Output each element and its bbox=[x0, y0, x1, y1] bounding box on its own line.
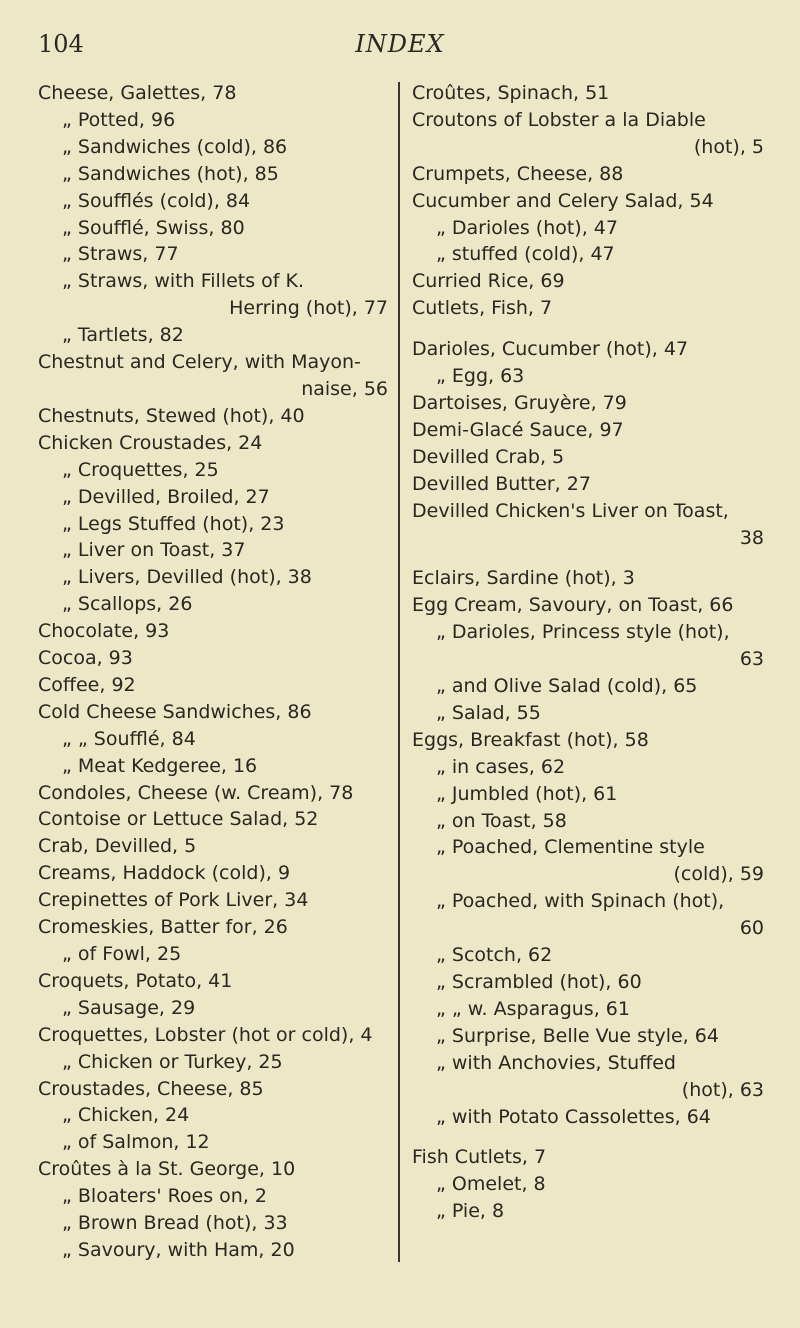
index-subentry: „ Legs Stuffed (hot), 23 bbox=[62, 512, 285, 535]
index-entry-continuation: 60 bbox=[739, 917, 764, 940]
index-subentry: „ Devilled, Broiled, 27 bbox=[62, 485, 270, 508]
index-subentry: „ Darioles, Princess style (hot), bbox=[436, 621, 730, 644]
index-subentry: „ Soufflés (cold), 84 bbox=[62, 189, 251, 212]
index-subentry: „ with Potato Cassolettes, 64 bbox=[436, 1105, 711, 1128]
index-subentry: „ Poached, Clementine style bbox=[436, 836, 705, 859]
index-subentry: „ Surprise, Belle Vue style, 64 bbox=[436, 1024, 719, 1047]
running-title: INDEX bbox=[355, 30, 445, 58]
index-subentry: „ Straws, with Fillets of K. bbox=[62, 270, 305, 293]
index-subentry: „ Livers, Devilled (hot), 38 bbox=[62, 566, 312, 589]
index-entry: Croûtes, Spinach, 51 bbox=[412, 82, 610, 104]
index-subentry: „ Darioles (hot), 47 bbox=[436, 216, 618, 239]
index-entry: Dartoises, Gruyère, 79 bbox=[412, 391, 627, 414]
index-subentry: „ in cases, 62 bbox=[436, 755, 566, 778]
index-subentry: „ Sandwiches (cold), 86 bbox=[62, 135, 288, 158]
index-entry: Cucumber and Celery Salad, 54 bbox=[412, 189, 714, 212]
index-subentry: „ Scallops, 26 bbox=[62, 593, 193, 616]
index-entry-continuation: Herring (hot), 77 bbox=[229, 297, 388, 320]
index-entry-continuation: 38 bbox=[739, 526, 764, 549]
index-column-left bbox=[38, 80, 388, 1264]
index-subentry: „ Soufflé, Swiss, 80 bbox=[62, 216, 245, 239]
index-subentry: „ Sandwiches (hot), 85 bbox=[62, 162, 279, 185]
index-subentry: „ stuffed (cold), 47 bbox=[436, 243, 615, 266]
section-gap bbox=[412, 322, 764, 336]
index-subentry: „ Liver on Toast, 37 bbox=[62, 539, 246, 562]
index-subentry: „ Tartlets, 82 bbox=[62, 324, 184, 347]
index-entry-continuation: (cold), 59 bbox=[673, 863, 764, 886]
index-entry: Croquets, Potato, 41 bbox=[38, 969, 233, 992]
index-subentry: „ Meat Kedgeree, 16 bbox=[62, 754, 258, 777]
index-entry: Cold Cheese Sandwiches, 86 bbox=[38, 700, 312, 723]
index-entry: Devilled Chicken's Liver on Toast, bbox=[412, 499, 729, 522]
index-entry: Chestnut and Celery, with Mayon- bbox=[38, 351, 361, 374]
index-entry: Chicken Croustades, 24 bbox=[38, 431, 263, 454]
index-subentry: „ Scrambled (hot), 60 bbox=[436, 971, 642, 993]
column-divider bbox=[398, 82, 400, 1262]
page-header bbox=[0, 30, 800, 70]
index-entry: Devilled Crab, 5 bbox=[412, 445, 565, 468]
index-entry: Croustades, Cheese, 85 bbox=[38, 1077, 264, 1100]
index-subentry: „ Chicken, 24 bbox=[62, 1104, 190, 1127]
index-entry: Curried Rice, 69 bbox=[412, 270, 565, 293]
index-entry: Chestnuts, Stewed (hot), 40 bbox=[38, 404, 305, 427]
section-gap bbox=[412, 1130, 764, 1144]
index-entry: Chocolate, 93 bbox=[38, 620, 170, 643]
index-subentry: „ Omelet, 8 bbox=[436, 1173, 546, 1196]
index-subentry: „ Jumbled (hot), 61 bbox=[436, 782, 618, 805]
index-entry: Condoles, Cheese (w. Cream), 78 bbox=[38, 781, 354, 804]
index-entry-continuation: (hot), 63 bbox=[681, 1078, 764, 1101]
index-entry: Darioles, Cucumber (hot), 47 bbox=[412, 338, 689, 361]
index-subentry: „ Pie, 8 bbox=[436, 1200, 505, 1223]
index-entry: Crab, Devilled, 5 bbox=[38, 835, 197, 858]
index-entry: Devilled Butter, 27 bbox=[412, 472, 591, 495]
index-subentry: „ Brown Bread (hot), 33 bbox=[62, 1212, 288, 1235]
index-subentry: „ Croquettes, 25 bbox=[62, 458, 219, 481]
index-entry: Cocoa, 93 bbox=[38, 647, 133, 670]
index-entry: Crumpets, Cheese, 88 bbox=[412, 162, 624, 185]
section-gap bbox=[412, 551, 764, 565]
index-entry-continuation: (hot), 5 bbox=[693, 135, 764, 158]
index-entry: Crepinettes of Pork Liver, 34 bbox=[38, 889, 309, 912]
index-subentry: „ Scotch, 62 bbox=[436, 944, 553, 967]
page-number: 104 bbox=[38, 30, 84, 58]
index-entry: Cromeskies, Batter for, 26 bbox=[38, 916, 288, 939]
index-subentry: „ of Salmon, 12 bbox=[62, 1131, 210, 1154]
index-subentry: „ Potted, 96 bbox=[62, 108, 176, 131]
index-subentry: „ Poached, with Spinach (hot), bbox=[436, 890, 725, 913]
index-entry: Contoise or Lettuce Salad, 52 bbox=[38, 808, 319, 831]
index-column-right bbox=[412, 80, 764, 1225]
index-entry: Eclairs, Sardine (hot), 3 bbox=[412, 567, 635, 590]
index-entry: Coffee, 92 bbox=[38, 673, 136, 696]
index-subentry: „ Straws, 77 bbox=[62, 243, 179, 266]
index-subentry: „ and Olive Salad (cold), 65 bbox=[436, 675, 698, 698]
index-subentry: „ Chicken or Turkey, 25 bbox=[62, 1050, 283, 1073]
index-entry: Croutons of Lobster a la Diable bbox=[412, 108, 706, 131]
index-subentry: „ Sausage, 29 bbox=[62, 996, 196, 1019]
index-subentry: „ with Anchovies, Stuffed bbox=[436, 1051, 676, 1074]
index-subentry: „ „ w. Asparagus, 61 bbox=[436, 997, 630, 1020]
index-entry: Demi-Glacé Sauce, 97 bbox=[412, 418, 624, 441]
index-subentry: „ of Fowl, 25 bbox=[62, 943, 182, 965]
index-entry: Eggs, Breakfast (hot), 58 bbox=[412, 728, 649, 751]
index-subentry: „ Savoury, with Ham, 20 bbox=[62, 1238, 295, 1261]
index-entry: Cutlets, Fish, 7 bbox=[412, 297, 553, 320]
index-entry-continuation: naise, 56 bbox=[301, 377, 388, 400]
index-entry-continuation: 63 bbox=[739, 648, 764, 671]
index-entry: Egg Cream, Savoury, on Toast, 66 bbox=[412, 594, 734, 617]
index-subentry: „ Egg, 63 bbox=[436, 365, 525, 388]
index-subentry: „ „ Soufflé, 84 bbox=[62, 727, 196, 750]
index-entry: Cheese, Galettes, 78 bbox=[38, 82, 237, 104]
index-entry: Creams, Haddock (cold), 9 bbox=[38, 862, 291, 885]
index-subentry: „ on Toast, 58 bbox=[436, 809, 567, 832]
index-entry: Fish Cutlets, 7 bbox=[412, 1146, 547, 1169]
index-entry: Croquettes, Lobster (hot or cold), 4 bbox=[38, 1023, 373, 1046]
index-entry: Croûtes à la St. George, 10 bbox=[38, 1158, 296, 1181]
index-subentry: „ Bloaters' Roes on, 2 bbox=[62, 1185, 268, 1208]
index-subentry: „ Salad, 55 bbox=[436, 701, 541, 724]
